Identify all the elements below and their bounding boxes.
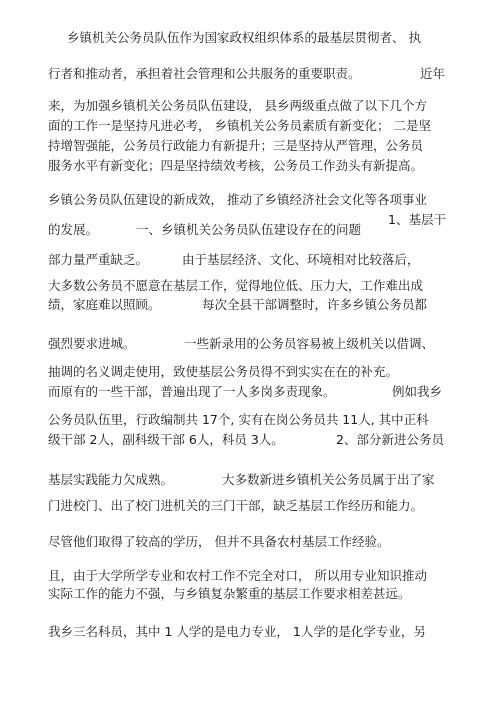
text-line: 例如我乡 (392, 384, 443, 399)
text-line: 我乡三名科员，其中 1 人学的是电力专业， 1人学的是化学专业，另 (48, 624, 426, 639)
text-line: 级干部 2人，副科级干部 6人，科员 3人。 (48, 432, 284, 447)
text-line: 每次全县干部调整时，许多乡镇公务员都 (202, 297, 428, 312)
text-line: 强烈要求进城。 (48, 336, 136, 351)
text-line: 且，由于大学所学专业和农村工作不完全对口， 所以用专业知识推动 (48, 568, 427, 583)
text-line: 乡镇公务员队伍建设的新成效， 推动了乡镇经济社会文化等各项事业 (48, 192, 427, 207)
text-line: 尽管他们取得了较高的学历， 但并不具备农村基层工作经验。 (48, 534, 390, 549)
text-line: 门进校门、出了校门进机关的三门干部，缺乏基层工作经历和能力。 (48, 498, 424, 513)
text-line: 行者和推动者，承担着社会管理和公共服务的重要职责。 (48, 66, 361, 81)
text-line: 基层实践能力欠成熟。 (48, 472, 174, 487)
text-line: 近年 (420, 66, 446, 81)
text-line: 而原有的一些干部，普遍出现了一人多岗多责现象。 (48, 384, 336, 399)
text-line: 2、部分新进公务员 (336, 432, 444, 447)
text-line: 大多数公务员不愿意在基层工作，觉得地位低、压力大，工作难出成 (48, 278, 424, 293)
text-line: 一、乡镇机关公务员队伍建设存在的问题 (136, 222, 362, 237)
text-line: 一些新录用的公务员容易被上级机关以借调、 (184, 336, 435, 351)
text-line: 来，为加强乡镇机关公务员队伍建设， 县乡两级重点做了以下几个方 (48, 98, 427, 113)
text-line: 抽调的名义调走使用，致使基层公务员得不到实实在在的补充。 (48, 364, 399, 379)
text-line: 持增智强能，公务员行政能力有新提升；三是坚持从严管理，公务员 (48, 138, 424, 153)
text-line: 部力量严重缺乏。 (48, 252, 149, 267)
text-line: 服务水平有新变化；四是坚持绩效考核，公务员工作劲头有新提高。 (48, 158, 424, 173)
text-line: 由于基层经济、文化、环境相对比较落后， (182, 252, 420, 267)
text-line: 的发展。 (48, 222, 99, 237)
text-line: 公务员队伍里，行政编制共 17个, 实有在岗公务员共 11人, 其中正科 (48, 412, 429, 427)
text-line: 1、基层干 (388, 212, 446, 227)
text-line: 绩，家庭难以照顾。 (48, 297, 161, 312)
text-line: 大多数新进乡镇机关公务员属于出了家 (222, 472, 435, 487)
text-line: 实际工作的能力不强，与乡镇复杂繁重的基层工作要求相差甚远。 (48, 586, 411, 601)
text-line: 乡镇机关公务员队伍作为国家政权组织体系的最基层贯彻者、 执 (67, 30, 421, 45)
text-line: 面的工作一是坚持凡进必考， 乡镇机关公务员素质有新变化； 二是坚 (48, 118, 431, 133)
